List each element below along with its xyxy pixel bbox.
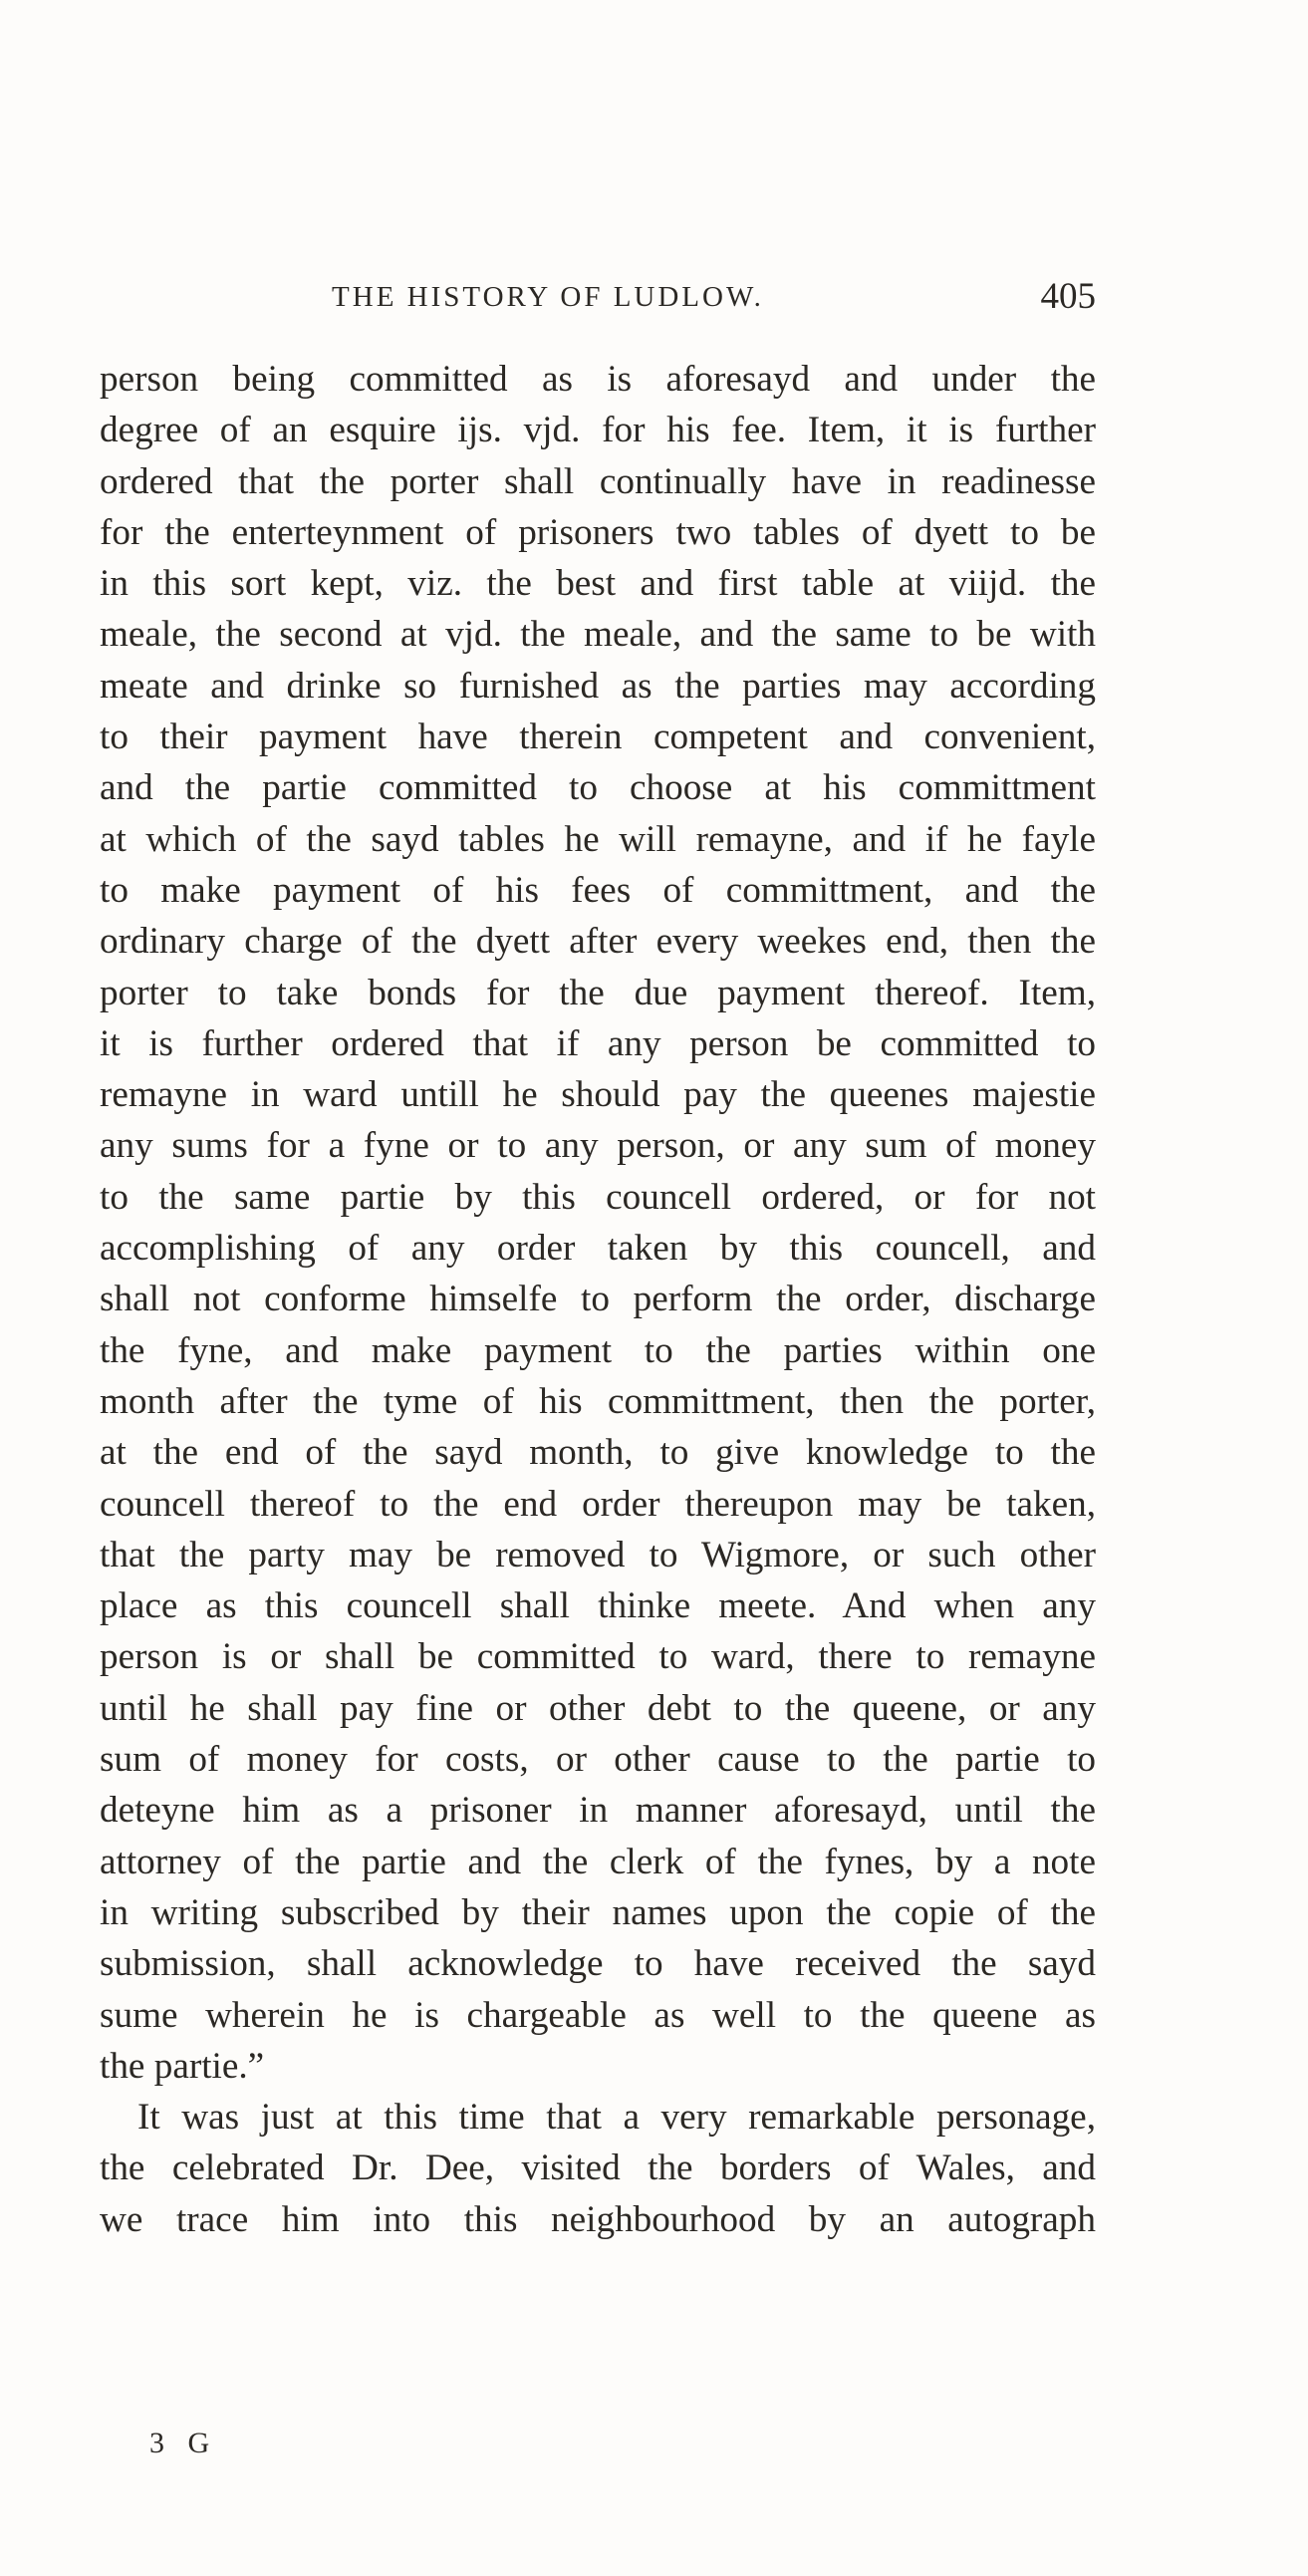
text-line: person is or shall be committed to ward, there to remayne xyxy=(100,1636,1096,1678)
text-line: in writing subscribed by their names upon the copie of the xyxy=(100,1891,1096,1933)
text-line: shall not conforme himselfe to perform the order, discharge xyxy=(100,1279,1096,1320)
text-line: meale, the second at vjd. the meale, and the same to be with xyxy=(100,614,1096,656)
text-line: porter to take bonds for the due payment thereof. Item, xyxy=(100,972,1096,1013)
text-line: at the end of the sayd month, to give knowledge to the xyxy=(100,1432,1096,1474)
text-line: ordered that the porter shall continually have in readinesse xyxy=(100,460,1096,502)
text-line: to the same partie by this councell ordered, or for not xyxy=(100,1176,1096,1218)
text-line: meate and drinke so furnished as the parties may according xyxy=(100,665,1096,707)
text-line: it is further ordered that if any person be committed to xyxy=(100,1022,1096,1064)
signature-mark: 3 G xyxy=(149,2427,218,2459)
text-line: accomplishing of any order taken by this councell, and xyxy=(100,1228,1096,1270)
text-line: any sums for a fyne or to any person, or any sum of money xyxy=(100,1125,1096,1167)
text-line: attorney of the partie and the clerk of the fynes, by a note xyxy=(100,1841,1096,1882)
running-head xyxy=(100,277,1096,327)
text-line: the fyne, and make payment to the parties within one xyxy=(100,1329,1096,1371)
text-line: and the partie committed to choose at his committment xyxy=(100,767,1096,809)
text-line: place as this councell shall thinke meete. And when any xyxy=(100,1585,1096,1627)
running-title: THE HISTORY OF LUDLOW. xyxy=(332,281,764,313)
text-line: that the party may be removed to Wigmore, or such other xyxy=(100,1534,1096,1575)
text-line: councell thereof to the end order thereupon may be taken, xyxy=(100,1483,1096,1525)
text-line: ordinary charge of the dyett after every weekes end, then the xyxy=(100,921,1096,963)
text-line: to make payment of his fees of committment, and the xyxy=(100,869,1096,911)
text-line: the celebrated Dr. Dee, visited the borders of Wales, and xyxy=(100,2147,1096,2189)
text-line: we trace him into this neighbourhood by an autograph xyxy=(100,2198,1096,2240)
text-line: sum of money for costs, or other cause to the partie to xyxy=(100,1739,1096,1781)
text-line: month after the tyme of his committment, then the porter, xyxy=(100,1380,1096,1422)
text-line: in this sort kept, viz. the best and first table at viijd. the xyxy=(100,563,1096,605)
text-line: sume wherein he is chargeable as well to the queene as xyxy=(100,1994,1096,2036)
text-line: deteyne him as a prisoner in manner aforesayd, until the xyxy=(100,1790,1096,1832)
text-line: person being committed as is aforesayd and under the xyxy=(100,359,1096,400)
text-line: to their payment have therein competent and convenient, xyxy=(100,716,1096,758)
page-number: 405 xyxy=(1040,276,1096,317)
body-text xyxy=(100,354,1096,2245)
text-line: for the enterteynment of prisoners two tables of dyett to be xyxy=(100,511,1096,553)
text-line: degree of an esquire ijs. vjd. for his fee. Item, it is further xyxy=(100,410,1096,451)
text-line: at which of the sayd tables he will remayne, and if he fayle xyxy=(100,818,1096,860)
text-line: until he shall pay fine or other debt to the queene, or any xyxy=(100,1687,1096,1729)
text-line: the partie.” xyxy=(100,2045,265,2087)
text-line: remayne in ward untill he should pay the queenes majestie xyxy=(100,1074,1096,1116)
text-line: It was just at this time that a very remarkable personage, xyxy=(137,2097,1096,2139)
text-line: submission, shall acknowledge to have received the sayd xyxy=(100,1943,1096,1985)
